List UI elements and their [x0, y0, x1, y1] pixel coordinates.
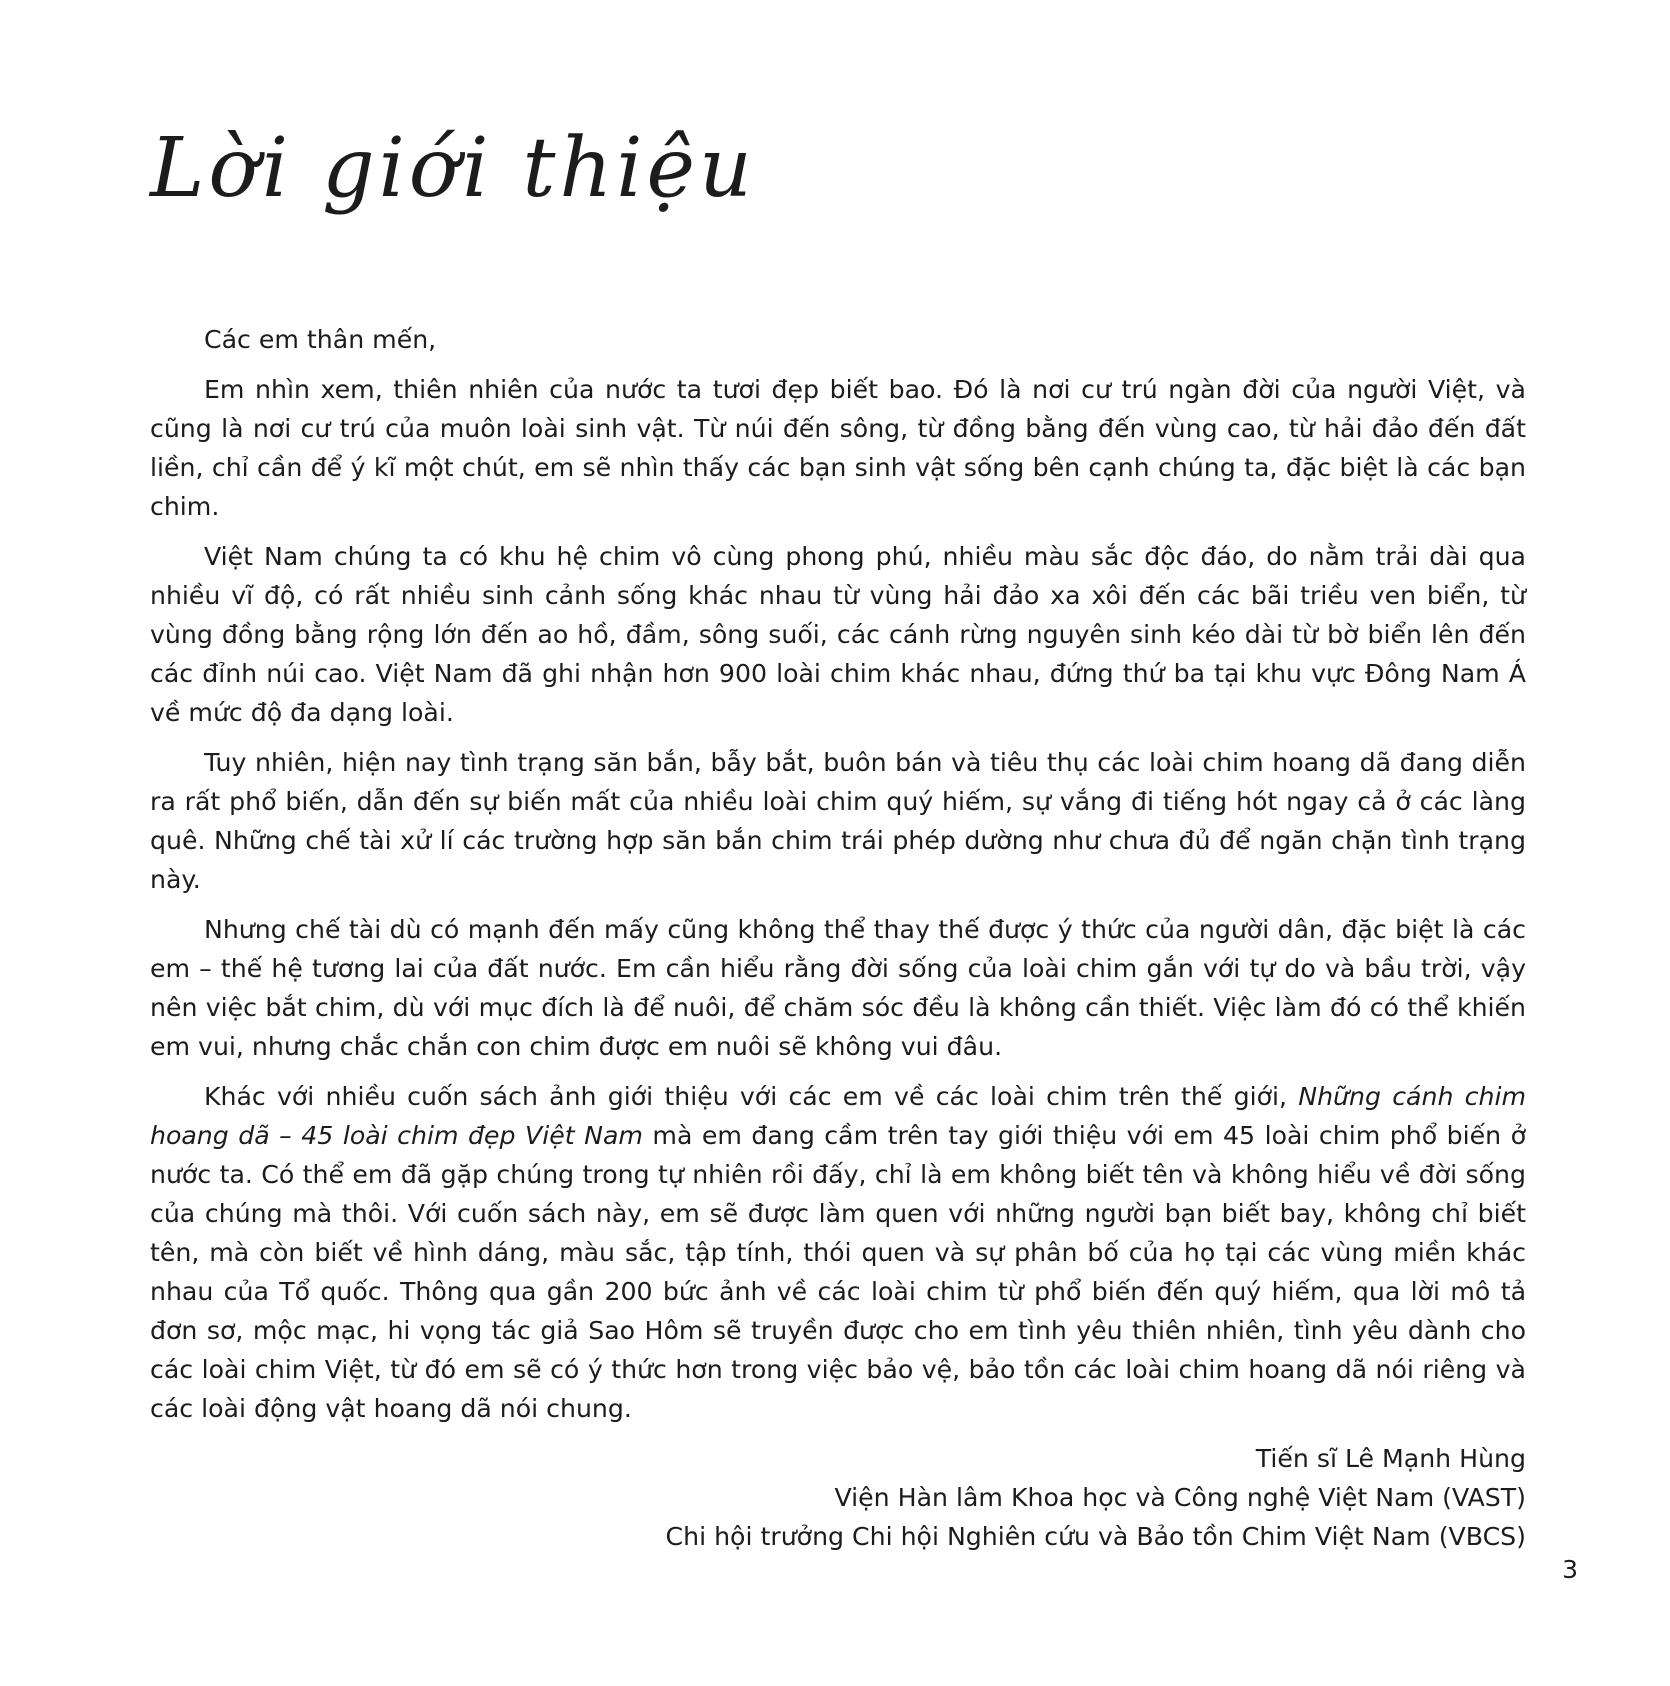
paragraph-3: Tuy nhiên, hiện nay tình trạng săn bắn, bẫy bắt, buôn bán và tiêu thụ các loài chim hoang dã đang diễn ra rất phổ biến, dẫn đến sự biến mất của nhiều loài chim quý hiếm, sự vắng đi tiếng hót ngay cả ở các làng quê. Những chế tài xử lí các trường hợp săn bắn chim trái phép dường như chưa đủ để ngăn chặn tình trạng này. [150, 748, 1526, 894]
book-title: Những cánh chim hoang dã – 45 loài chim đẹp Việt Nam [150, 1082, 1526, 1150]
signature-name: Tiến sĩ Lê Mạnh Hùng [1255, 1444, 1526, 1473]
page-title: Lời giới thiệu [150, 121, 756, 216]
paragraph-2: Việt Nam chúng ta có khu hệ chim vô cùng phong phú, nhiều màu sắc độc đáo, do nằm trải dài qua nhiều vĩ độ, có rất nhiều sinh cảnh sống khác nhau từ vùng hải đảo xa xôi đến các bãi triều ven biển, từ vùng đồng bằng rộng lớn đến ao hồ, đầm, sông suối, các cánh rừng nguyên sinh kéo dài từ bờ biển lên đến các đỉnh núi cao. Việt Nam đã ghi nhận hơn 900 loài chim khác nhau, đứng thứ ba tại khu vực Đông Nam Á về mức độ đa dạng loài. [150, 542, 1526, 727]
signature-affiliation: Viện Hàn lâm Khoa học và Công nghệ Việt Nam (VAST) [834, 1483, 1526, 1512]
body-text [150, 320, 1526, 1556]
signature [150, 1439, 1526, 1556]
paragraph-5-before: Khác với nhiều cuốn sách ảnh giới thiệu với các em về các loài chim trên thế giới, [204, 1082, 1299, 1111]
paragraph-5 [150, 1077, 1526, 1428]
paragraph-4: Nhưng chế tài dù có mạnh đến mấy cũng không thể thay thế được ý thức của người dân, đặc biệt là các em – thế hệ tương lai của đất nước. Em cần hiểu rằng đời sống của loài chim gắn với tự do và bầu trời, vậy nên việc bắt chim, dù với mục đích là để nuôi, để chăm sóc đều là không cần thiết. Việc làm đó có thể khiến em vui, nhưng chắc chắn con chim được em nuôi sẽ không vui đâu. [150, 915, 1526, 1061]
paragraph-1: Em nhìn xem, thiên nhiên của nước ta tươi đẹp biết bao. Đó là nơi cư trú ngàn đời của người Việt, và cũng là nơi cư trú của muôn loài sinh vật. Từ núi đến sông, từ đồng bằng đến vùng cao, từ hải đảo đến đất liền, chỉ cần để ý kĩ một chút, em sẽ nhìn thấy các bạn sinh vật sống bên cạnh chúng ta, đặc biệt là các bạn chim. [150, 375, 1526, 521]
signature-role: Chi hội trưởng Chi hội Nghiên cứu và Bảo tồn Chim Việt Nam (VBCS) [665, 1522, 1526, 1551]
paragraph-5-after: mà em đang cầm trên tay giới thiệu với em 45 loài chim phổ biến ở nước ta. Có thể em đã gặp chúng trong tự nhiên rồi đấy, chỉ là em không biết tên và không hiểu về đời sống của chúng mà thôi. Với cuốn sách này, em sẽ được làm quen với những người bạn biết bay, không chỉ biết tên, mà còn biết về hình dáng, màu sắc, tập tính, thói quen và sự phân bố của họ tại các vùng miền khác nhau của Tổ quốc. Thông qua gần 200 bức ảnh về các loài chim từ phổ biến đến quý hiếm, qua lời mô tả đơn sơ, mộc mạc, hi vọng tác giả Sao Hôm sẽ truyền được cho em tình yêu thiên nhiên, tình yêu dành cho các loài chim Việt, từ đó em sẽ có ý thức hơn trong việc bảo vệ, bảo tồn các loài chim hoang dã nói riêng và các loài động vật hoang dã nói chung. [150, 1121, 1526, 1423]
greeting: Các em thân mến, [204, 325, 437, 354]
page-number: 3 [1562, 1555, 1578, 1584]
